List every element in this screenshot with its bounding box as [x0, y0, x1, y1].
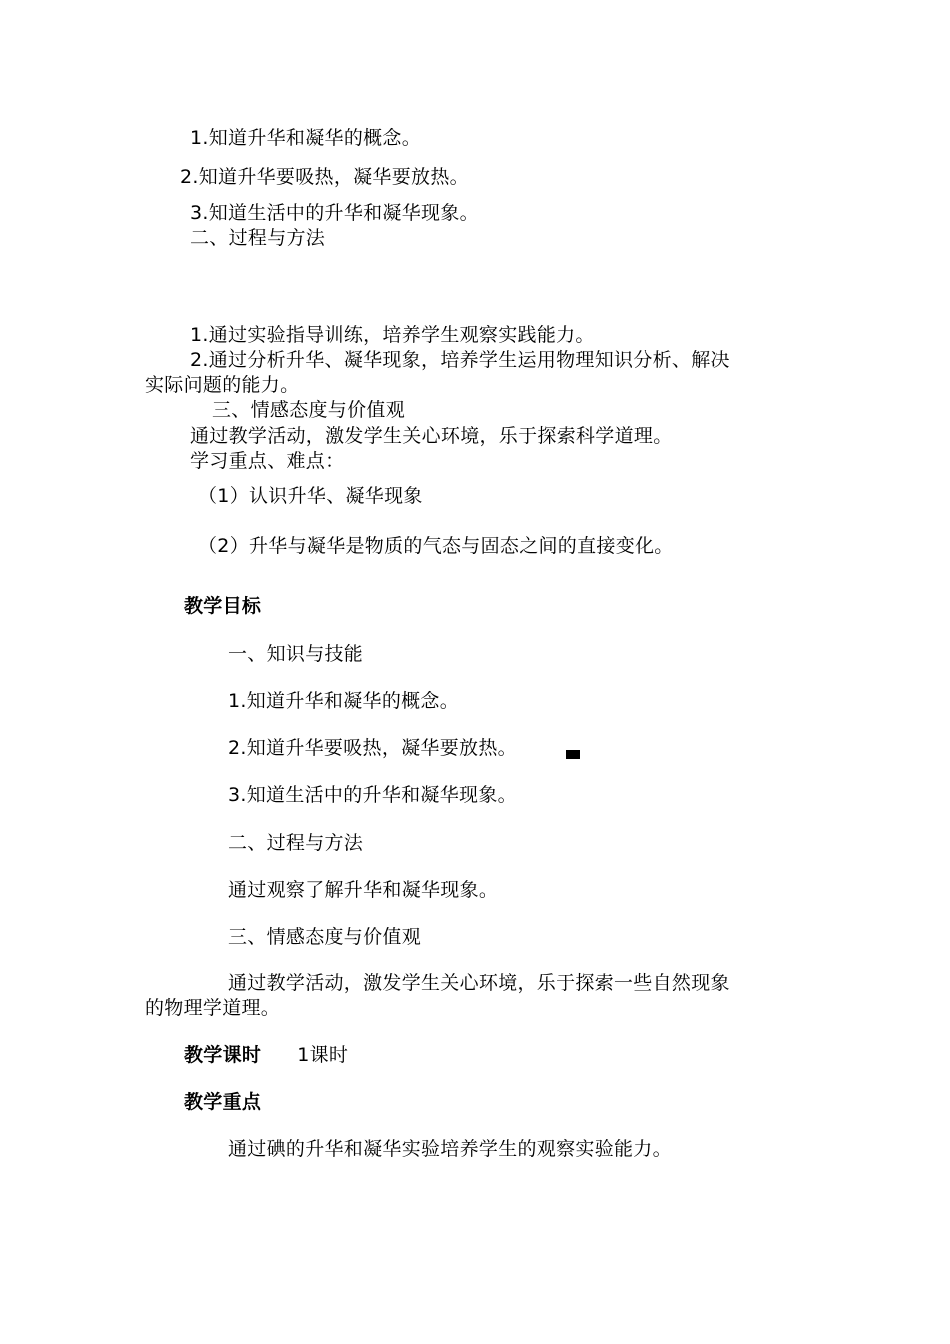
teaching-key-heading: 教学重点 [184, 1091, 262, 1113]
process-line-2-cont: 实际问题的能力。 [145, 374, 300, 396]
key-point-1: （1）认识升华、凝华现象 [198, 485, 423, 507]
objective-line-2: 2.知道升华要吸热，凝华要放热。 [180, 166, 469, 188]
key-points-heading: 学习重点、难点： [190, 450, 345, 472]
attitude-item-cont: 的物理学道理。 [145, 997, 281, 1019]
teaching-hours-label: 教学课时 [184, 1044, 262, 1066]
section-heading-process: 二、过程与方法 [190, 227, 326, 249]
key-point-2: （2）升华与凝华是物质的气态与固态之间的直接变化。 [198, 535, 674, 557]
teaching-objectives-heading: 教学目标 [184, 595, 262, 617]
attitude-line: 通过教学活动，激发学生关心环境，乐于探索科学道理。 [190, 425, 673, 447]
process-item: 通过观察了解升华和凝华现象。 [228, 879, 499, 901]
teaching-key-text: 通过碘的升华和凝华实验培养学生的观察实验能力。 [228, 1138, 672, 1160]
process-line-2: 2.通过分析升华、凝华现象，培养学生运用物理知识分析、解决 [190, 349, 730, 371]
objective-line-3: 3.知道生活中的升华和凝华现象。 [190, 202, 479, 224]
attitude-item: 通过教学活动，激发学生关心环境，乐于探索一些自然现象 [228, 972, 730, 994]
section-heading-attitude-2: 三、情感态度与价值观 [228, 926, 422, 948]
objective-item-2: 2.知道升华要吸热，凝华要放热。 [228, 737, 517, 759]
process-line-1: 1.通过实验指导训练，培养学生观察实践能力。 [190, 324, 595, 346]
section-heading-attitude: 三、情感态度与价值观 [212, 399, 406, 421]
section-heading-knowledge: 一、知识与技能 [228, 643, 364, 665]
objective-item-1: 1.知道升华和凝华的概念。 [228, 690, 460, 712]
section-heading-process-2: 二、过程与方法 [228, 832, 364, 854]
objective-line-1: 1.知道升华和凝华的概念。 [190, 127, 422, 149]
objective-item-3: 3.知道生活中的升华和凝华现象。 [228, 784, 517, 806]
teaching-hours-value: 1课时 [297, 1044, 349, 1066]
teaching-hours-row [184, 1043, 348, 1067]
anchor-mark [566, 750, 580, 759]
